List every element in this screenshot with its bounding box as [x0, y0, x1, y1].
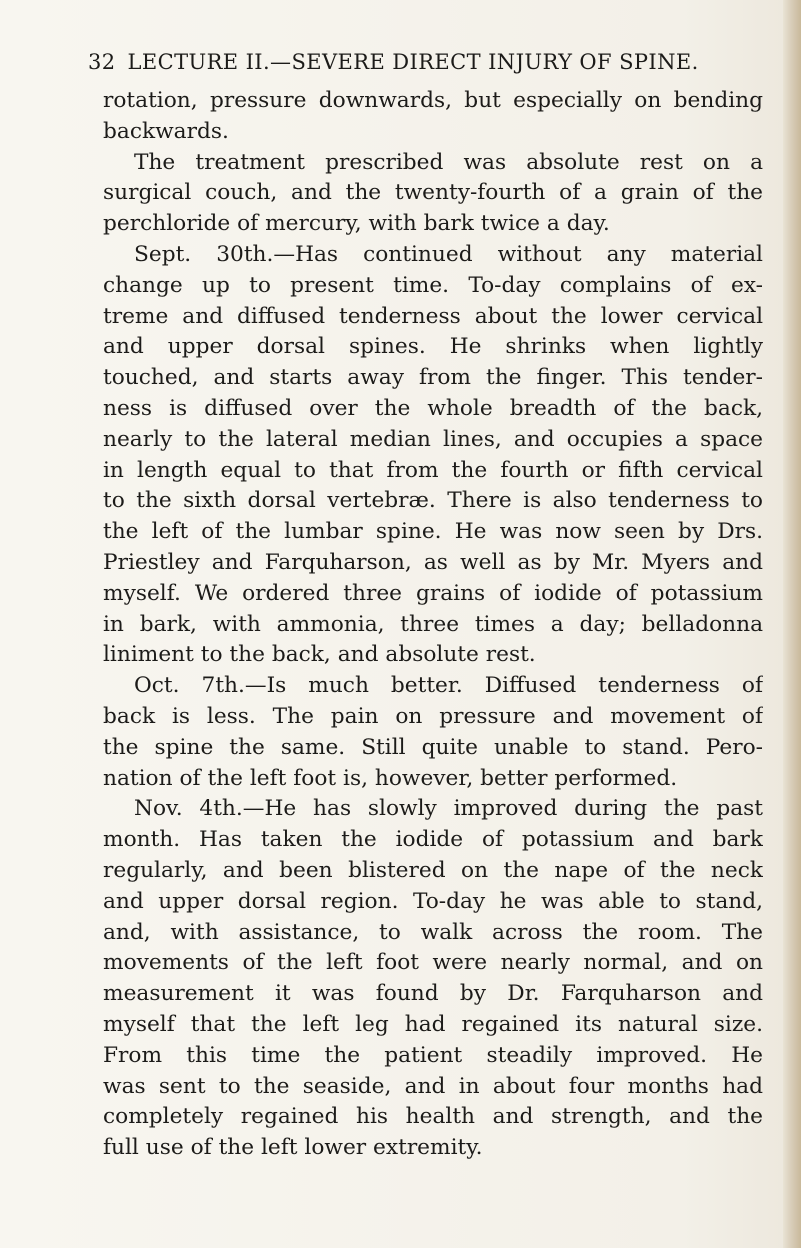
- text-line: measurement it was found by Dr. Farquharson and: [103, 981, 763, 1007]
- text-line: the spine the same. Still quite unable to stand. Pero-: [103, 734, 763, 760]
- text-line: myself. We ordered three grains of iodide of potassium: [103, 580, 763, 606]
- text-line: From this time the patient steadily improved. He: [103, 1042, 763, 1068]
- text-line: rotation, pressure downwards, but especially on bending: [103, 88, 763, 113]
- running-head: LECTURE II.—SEVERE DIRECT INJURY OF SPINE.: [127, 50, 699, 74]
- text-line: surgical couch, and the twenty-fourth of a grain of the: [103, 180, 763, 206]
- body-text: [103, 86, 763, 1164]
- text-line: to the sixth dorsal vertebræ. There is also tenderness to: [103, 488, 763, 514]
- text-line: Nov. 4th.—He has slowly improved during the past: [134, 796, 763, 822]
- text-line: nation of the left foot is, however, better performed.: [103, 765, 678, 791]
- text-line: was sent to the seaside, and in about four months had: [103, 1073, 763, 1099]
- text-line: back is less. The pain on pressure and movement of: [103, 703, 763, 729]
- text-line: and upper dorsal region. To-day he was able to stand,: [103, 888, 763, 914]
- text-line: full use of the left lower extremity.: [103, 1135, 483, 1161]
- text-line: liniment to the back, and absolute rest.: [103, 642, 536, 668]
- text-line: Sept. 30th.—Has continued without any material: [134, 241, 763, 267]
- page-edge: [783, 0, 801, 1248]
- text-line: month. Has taken the iodide of potassium and bark: [103, 827, 763, 853]
- text-line: in length equal to that from the fourth or fifth cervical: [103, 457, 763, 483]
- text-line: in bark, with ammonia, three times a day; belladonna: [103, 611, 763, 637]
- text-line: the left of the lumbar spine. He was now seen by Drs.: [103, 519, 763, 545]
- text-line: movements of the left foot were nearly normal, and on: [103, 950, 763, 976]
- text-line: myself that the left leg had regained its natural size.: [103, 1011, 763, 1037]
- text-line: Oct. 7th.—Is much better. Diffused tenderness of: [134, 673, 763, 699]
- text-line: touched, and starts away from the finger. This tender-: [103, 365, 763, 391]
- text-line: Priestley and Farquharson, as well as by Mr. Myers and: [103, 549, 763, 575]
- text-line: and, with assistance, to walk across the room. The: [103, 919, 763, 945]
- text-line: regularly, and been blistered on the nape of the neck: [103, 857, 763, 883]
- text-line: and upper dorsal spines. He shrinks when lightly: [103, 334, 763, 360]
- page-header: [88, 50, 728, 74]
- text-line: perchloride of mercury, with bark twice a day.: [103, 211, 610, 237]
- page-number: 32: [88, 50, 116, 74]
- text-line: The treatment prescribed was absolute rest on a: [134, 149, 763, 175]
- text-line: nearly to the lateral median lines, and occupies a space: [103, 426, 763, 452]
- text-line: treme and diffused tenderness about the lower cervical: [103, 303, 763, 329]
- text-line: change up to present time. To-day complains of ex-: [103, 272, 763, 298]
- text-line: ness is diffused over the whole breadth of the back,: [103, 395, 763, 421]
- text-line: backwards.: [103, 118, 229, 144]
- text-line: completely regained his health and strength, and the: [103, 1104, 763, 1130]
